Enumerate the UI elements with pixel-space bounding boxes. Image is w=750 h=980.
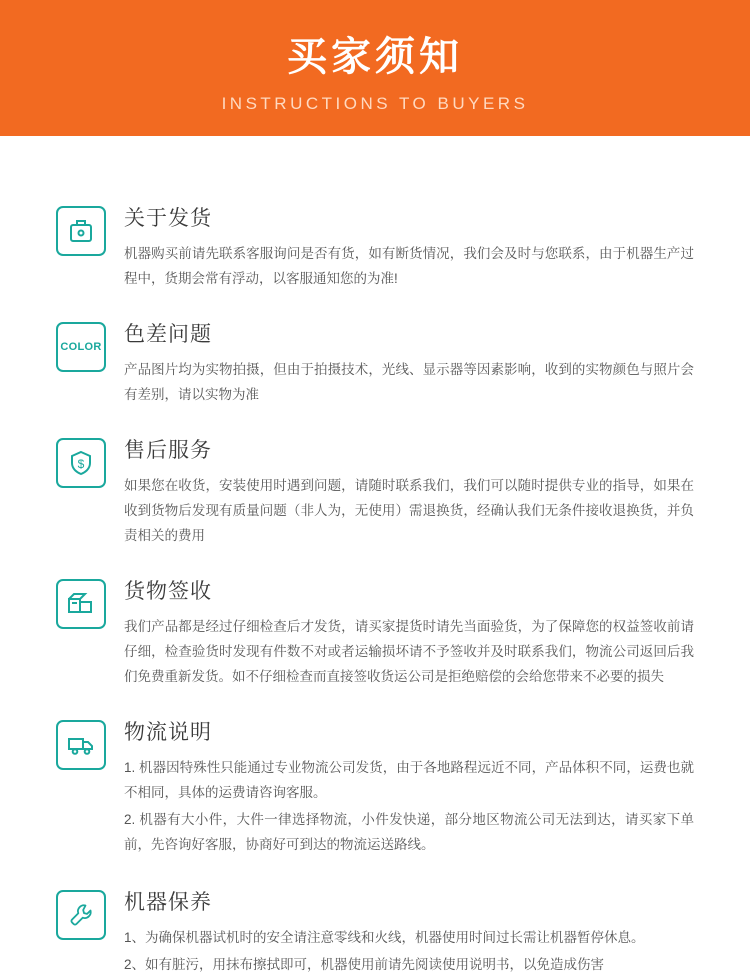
section-shipping [56, 202, 694, 292]
section-body [124, 575, 694, 690]
section-title: 货物签收 [124, 579, 212, 603]
section-logistics [56, 716, 694, 860]
section-goods-receipt [56, 575, 694, 690]
page-header [0, 0, 750, 136]
section-body [124, 886, 694, 980]
list-item: 2、如有脏污，用抹布擦拭即可，机器使用前请先阅读使用说明书，以免造成伤害 [124, 956, 605, 972]
section-title: 售后服务 [124, 438, 212, 462]
section-list [124, 926, 694, 978]
section-body [124, 202, 694, 292]
list-item: 1、为确保机器试机时的安全请注意零线和火线，机器使用时间过长需让机器暂停休息。 [124, 929, 645, 945]
section-title: 关于发货 [124, 207, 212, 230]
page-subtitle: INSTRUCTIONS TO BUYERS [221, 94, 529, 113]
section-title: 机器保养 [124, 890, 212, 914]
truck-icon [56, 720, 106, 770]
list-item: 1. 机器因特殊性只能通过专业物流公司发货，由于各地路程远近不同，产品体积不同，运费也就不相同，具体的运费请咨询客服。 [124, 759, 694, 800]
color-swatch-label: COLOR [60, 340, 102, 353]
page-title: 买家须知 [287, 35, 463, 79]
section-paragraph: 产品图片均为实物拍摄，但由于拍摄技术，光线、显示器等因素影响，收到的实物颜色与照片会有差别，请以实物为准 [124, 361, 694, 402]
section-color-difference [56, 318, 694, 408]
section-maintenance [56, 886, 694, 980]
section-paragraph: 我们产品都是经过仔细检查后才发货，请买家提货时请先当面验货，为了保障您的权益签收前请仔细，检查验货时发现有件数不对或者运输损坏请不予签收并及时联系我们，物流公司返回后我们免费重新发货。如不仔细检查而直接签收货运公司是拒绝赔偿的会给您带来不必要的损失 [124, 618, 694, 684]
section-list [124, 756, 694, 858]
wrench-icon [56, 890, 106, 940]
section-after-sales [56, 434, 694, 549]
section-body [124, 434, 694, 549]
section-paragraph: 如果您在收货，安装使用时遇到问题，请随时联系我们，我们可以随时提供专业的指导，如果在收到货物后发现有质量问题（非人为，无使用）需退换货，经确认我们无条件接收退换货，并负责相关的费用 [124, 477, 694, 543]
color-swatch-icon [56, 322, 106, 372]
dollar-shield-icon [56, 438, 106, 488]
package-box-icon [56, 206, 106, 256]
svg-text:$: $ [77, 456, 85, 471]
section-paragraph: 机器购买前请先联系客服询问是否有货，如有断货情况，我们会及时与您联系，由于机器生产过程中，货期会常有浮动，以客服通知您的为准! [124, 246, 694, 286]
section-title: 色差问题 [124, 322, 212, 346]
delivery-boxes-icon [56, 579, 106, 629]
list-item: 2. 机器有大小件，大件一律选择物流，小件发快递，部分地区物流公司无法到达，请买家下单前，先咨询好客服，协商好可到达的物流运送路线。 [124, 811, 694, 852]
section-body [124, 318, 694, 408]
section-body [124, 716, 694, 860]
sections-container [0, 136, 750, 980]
section-title: 物流说明 [124, 720, 212, 744]
